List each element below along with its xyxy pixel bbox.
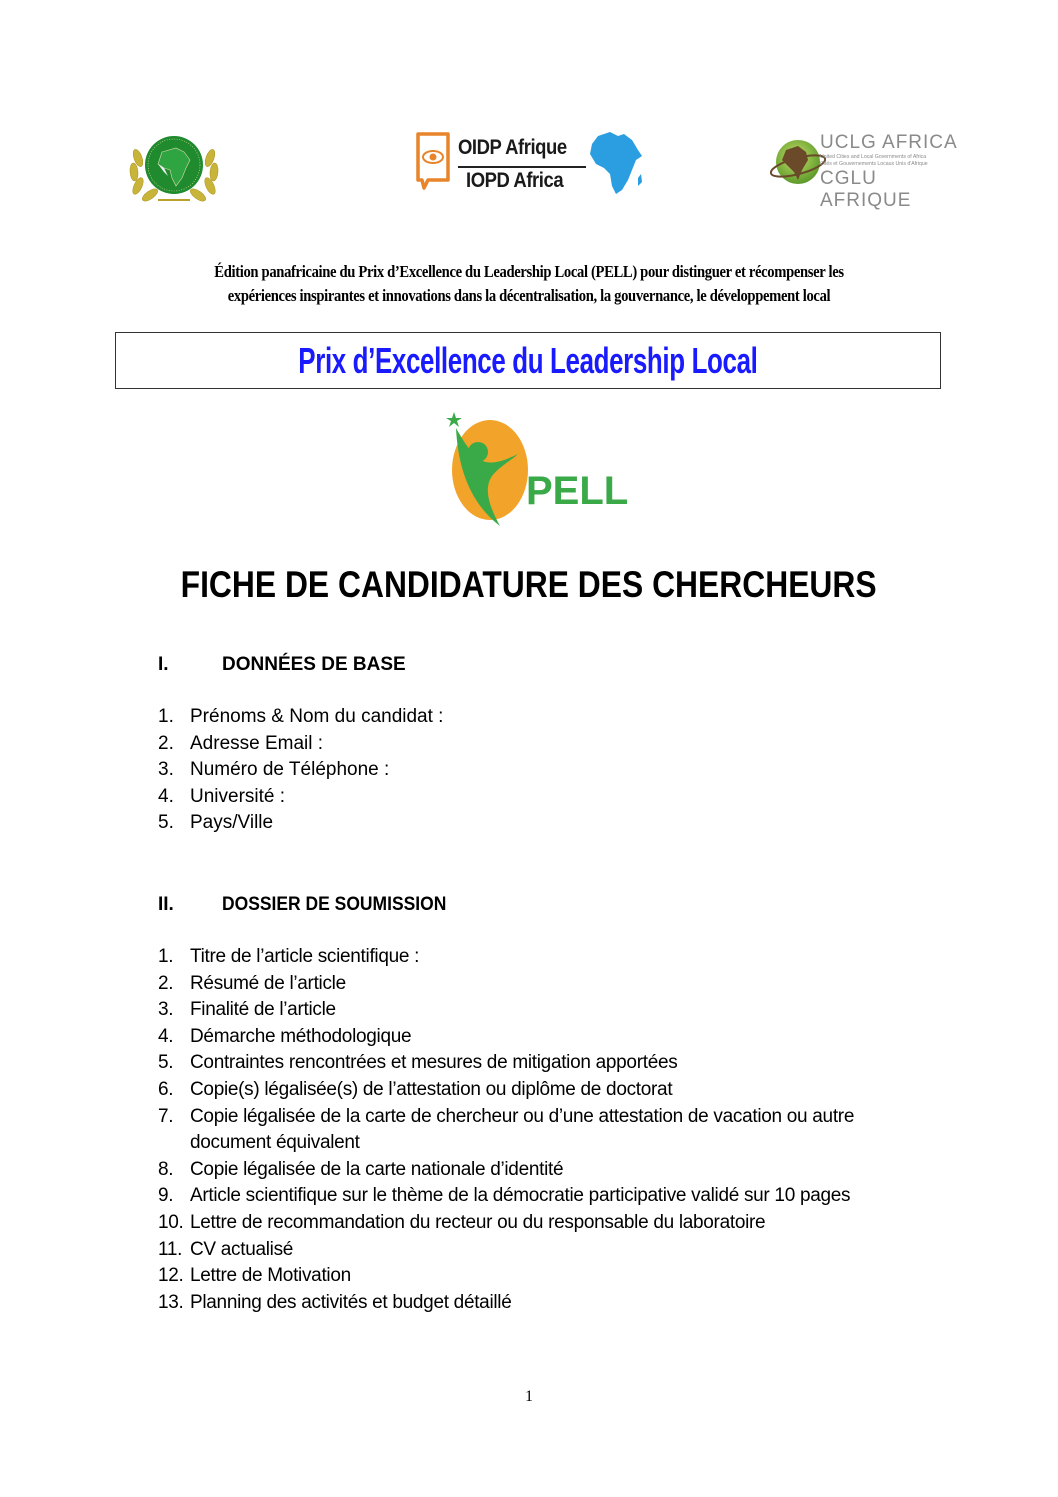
item-text: Lettre de recommandation du recteur ou du responsable du laboratoire: [190, 1211, 766, 1233]
list-item: [158, 1290, 928, 1317]
item-text: Titre de l’article scientifique :: [190, 946, 420, 967]
list-item: [158, 784, 928, 811]
item-number: 9.: [158, 1185, 174, 1207]
item-number: 6.: [158, 1078, 174, 1100]
section-number: I.: [158, 654, 169, 675]
uclg-africa-logo: [770, 130, 970, 211]
intro-line-2: expériences inspirantes et innovations dans la décentralisation, la gouvernance, le développement local: [227, 286, 831, 305]
item-text: Finalité de l’article: [190, 999, 336, 1021]
item-number: 1.: [158, 706, 174, 727]
item-text: Démarche méthodologique: [190, 1025, 412, 1047]
item-text: Université :: [190, 785, 286, 807]
item-text: Copie légalisée de la carte nationale d’identité: [190, 1158, 564, 1180]
list-item: [158, 1077, 928, 1104]
africa-map-icon: [588, 128, 644, 198]
item-number: 3.: [158, 999, 174, 1021]
oidp-divider: [458, 166, 586, 168]
uclg-line2: United Cities and Local Governments of Africa: [820, 154, 927, 160]
oidp-line1: OIDP Afrique: [458, 136, 567, 159]
item-number: 2.: [158, 972, 174, 994]
item-text: Copie(s) légalisée(s) de l’attestation ou diplôme de doctorat: [190, 1078, 673, 1100]
african-union-emblem-icon: [124, 128, 224, 204]
item-number: 5.: [158, 812, 174, 834]
list-item: [158, 1024, 928, 1051]
item-number: 12.: [158, 1265, 184, 1287]
pell-wordmark: PELL: [526, 469, 629, 513]
item-text: Planning des activités et budget détaillé: [190, 1291, 512, 1313]
speech-bubble-eye-icon: [414, 128, 454, 200]
list-item: [158, 1157, 928, 1184]
item-number: 4.: [158, 1025, 174, 1047]
african-union-logo: [124, 128, 224, 204]
list-item: [158, 731, 928, 758]
item-number: 2.: [158, 732, 174, 754]
list-item: [158, 810, 928, 837]
list-item: [158, 997, 928, 1024]
item-number: 11.: [158, 1238, 183, 1260]
item-number: 13.: [158, 1291, 184, 1313]
item-text: Pays/Ville: [190, 812, 274, 834]
item-number: 1.: [158, 946, 174, 967]
item-text: CV actualisé: [190, 1238, 294, 1260]
item-number: 7.: [158, 1105, 174, 1127]
item-text: Résumé de l’article: [190, 972, 346, 994]
list-item: [158, 704, 928, 731]
list-item: [158, 1104, 928, 1157]
item-text: Prénoms & Nom du candidat :: [190, 706, 444, 727]
item-text: Adresse Email :: [190, 732, 324, 754]
intro-paragraph: [120, 260, 938, 308]
intro-line-1: Édition panafricaine du Prix d’Excellence du Leadership Local (PELL) pour distinguer et récompenser les: [214, 262, 844, 281]
item-text: Contraintes rencontrées et mesures de mitigation apportées: [190, 1052, 678, 1074]
submission-file-list: [158, 944, 928, 1316]
list-item: [158, 1183, 928, 1210]
item-number: 8.: [158, 1158, 174, 1180]
item-text: Numéro de Téléphone :: [190, 759, 390, 781]
list-item: [158, 1263, 928, 1290]
section-title: DONNÉES DE BASE: [222, 654, 406, 675]
pell-logo: [440, 408, 640, 533]
section-title: DOSSIER DE SOUMISSION: [222, 894, 447, 915]
item-text: Copie légalisée de la carte de chercheur ou d’une attestation de vacation ou autre document équivalent: [190, 1105, 855, 1154]
list-item: [158, 1237, 928, 1264]
item-number: 10.: [158, 1211, 184, 1233]
item-text: Article scientifique sur le thème de la démocratie participative validé sur 10 pages: [190, 1185, 851, 1207]
pell-figure-icon: [440, 408, 640, 533]
item-number: 4.: [158, 785, 174, 807]
uclg-line1: UCLG AFRICA: [820, 132, 958, 153]
page-number: 1: [525, 1388, 533, 1405]
list-item: [158, 1050, 928, 1077]
item-text: Lettre de Motivation: [190, 1265, 351, 1287]
award-title: Prix d’Excellence du Leadership Local: [298, 339, 758, 381]
uclg-line4: CGLU AFRIQUE: [820, 168, 912, 211]
uclg-line3: Cités et Gouvernements Locaux Unis d'Afrique: [820, 161, 928, 167]
list-item: [158, 1210, 928, 1237]
award-title-box: [115, 332, 941, 389]
list-item: [158, 971, 928, 998]
item-number: 5.: [158, 1052, 174, 1074]
item-number: 3.: [158, 759, 174, 781]
main-heading: [120, 564, 938, 606]
list-item: [158, 944, 928, 971]
oidp-line2: IOPD Africa: [466, 169, 564, 192]
globe-africa-icon: [770, 130, 826, 194]
section-number: II.: [158, 894, 174, 915]
oidp-afrique-logo: [414, 128, 644, 200]
main-heading-text: FICHE DE CANDIDATURE DES CHERCHEURS: [181, 564, 877, 605]
basic-data-list: [158, 704, 928, 837]
list-item: [158, 757, 928, 784]
